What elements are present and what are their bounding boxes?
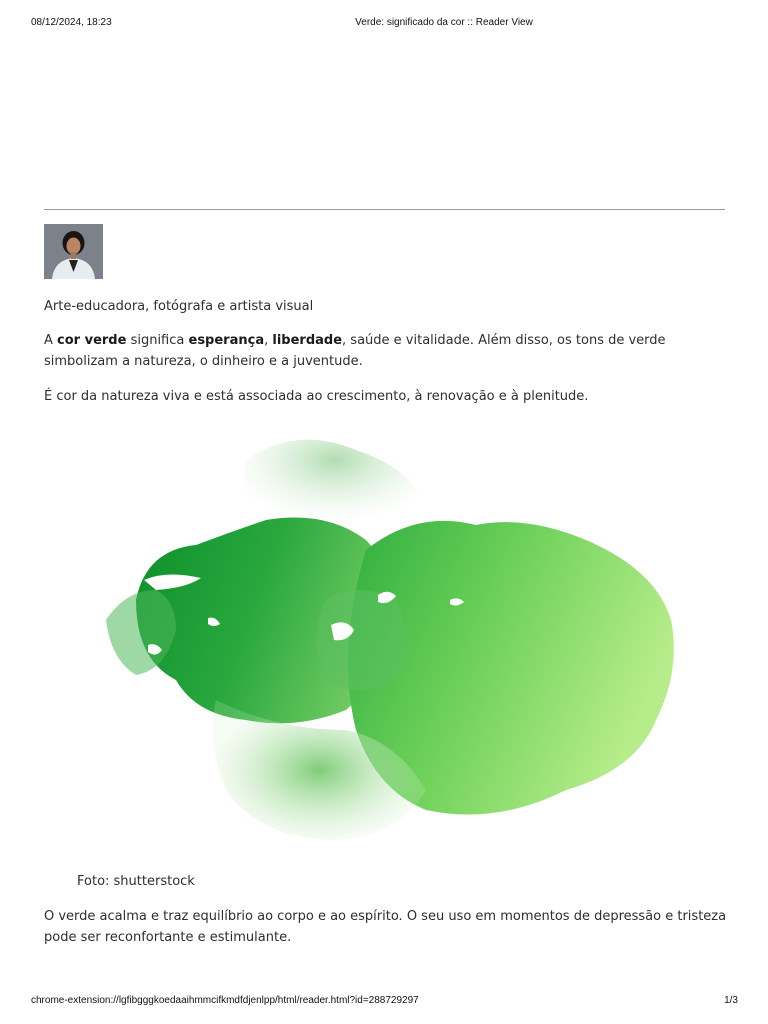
article-paragraph-1: A cor verde significa esperança, liberdade, saúde e vitalidade. Além disso, os tons de verde simbolizam a natureza, o dinheiro e a juventude. — [44, 333, 666, 369]
author-photo-icon — [44, 224, 103, 279]
bold-cor-verde: cor verde — [57, 333, 127, 348]
print-datetime: 08/12/2024, 18:23 — [31, 17, 112, 28]
bold-esperanca: esperança — [188, 333, 265, 348]
print-title: Verde: significado da cor :: Reader View — [355, 17, 533, 28]
article-paragraph-3: O verde acalma e traz equilíbrio ao corpo e ao espírito. O seu uso em momentos de depressão e tristeza pode ser reconfortante e estimulante. — [44, 909, 727, 945]
print-url: chrome-extension://lgfibgggkoedaaihmmcifkmdfdjenlpp/html/reader.html?id=288729297 — [31, 995, 419, 1006]
image-caption: Foto: shutterstock — [77, 874, 195, 889]
article-paragraph-2: É cor da natureza viva e está associada ao crescimento, à renovação e à plenitude. — [44, 389, 589, 404]
author-avatar — [44, 224, 103, 279]
print-header — [0, 17, 768, 31]
bold-liberdade: liberdade — [272, 333, 343, 348]
print-page-number: 1/3 — [724, 995, 738, 1006]
author-bio: Arte-educadora, fotógrafa e artista visual — [44, 299, 314, 314]
article-image-green-watercolor — [96, 430, 682, 850]
header-divider — [44, 209, 725, 210]
